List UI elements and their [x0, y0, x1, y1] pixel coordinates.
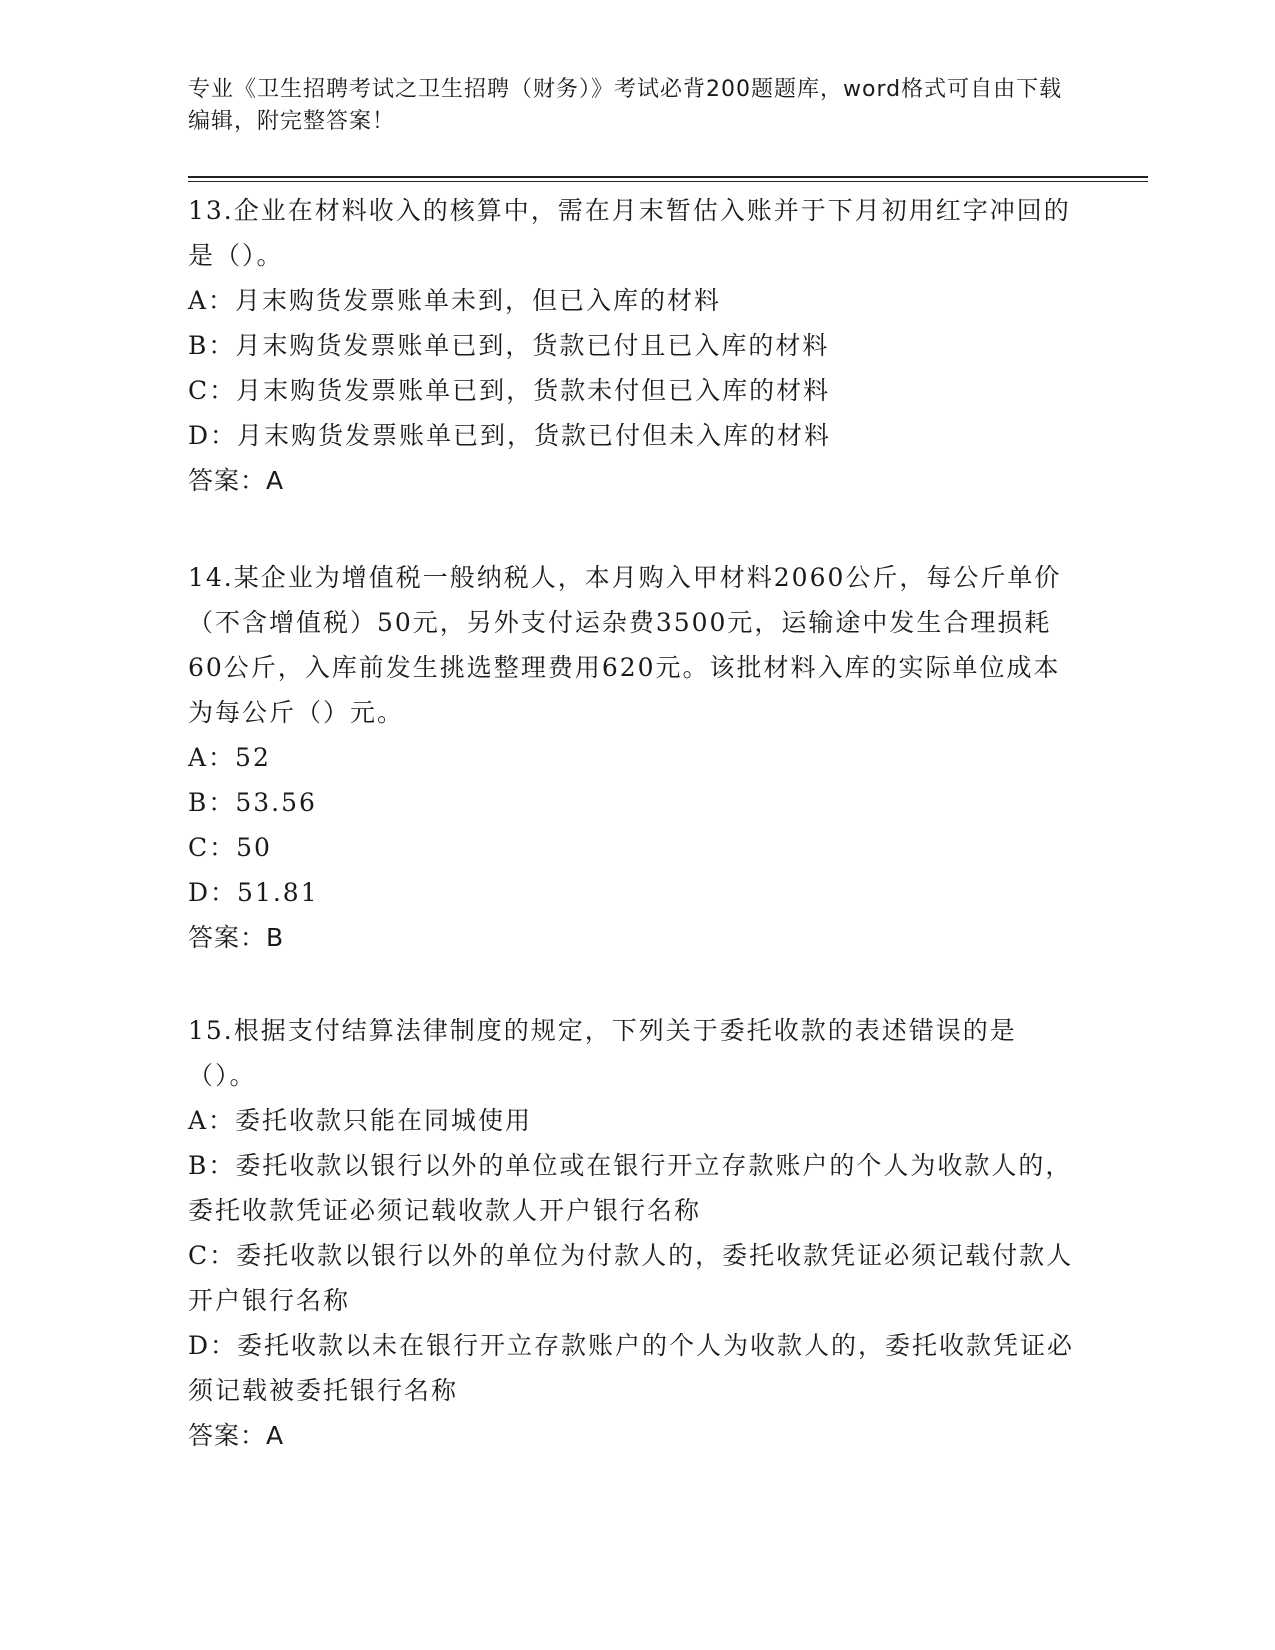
option-a: A：52: [188, 743, 271, 772]
option-c: C：月末购货发票账单已到，货款未付但已入库的材料: [188, 376, 831, 405]
option-a: A：委托收款只能在同城使用: [188, 1106, 533, 1135]
question-15: [188, 1008, 1078, 1458]
header-divider: [188, 176, 1148, 178]
option-a: A：月末购货发票账单未到，但已入库的材料: [188, 286, 722, 315]
question-14: [188, 555, 1078, 960]
option-d: D：委托收款以未在银行开立存款账户的个人为收款人的，委托收款凭证必须记载被委托银行名称: [188, 1331, 1075, 1405]
option-c: C：50: [188, 833, 272, 862]
question-text: 14.某企业为增值税一般纳税人，本月购入甲材料2060公斤，每公斤单价（不含增值税）50元，另外支付运杂费3500元，运输途中发生合理损耗60公斤，入库前发生挑选整理费用620元。该批材料入库的实际单位成本为每公斤（）元。: [188, 563, 1062, 727]
answer-label: 答案：A: [188, 1421, 285, 1450]
option-b: B：53.56: [188, 788, 317, 817]
answer-label: 答案：A: [188, 466, 285, 495]
header-divider-thin: [188, 181, 1148, 182]
option-b: B：委托收款以银行以外的单位或在银行开立存款账户的个人为收款人的，委托收款凭证必须记载收款人开户银行名称: [188, 1151, 1073, 1225]
document-header-title: 专业《卫生招聘考试之卫生招聘（财务）》考试必背200题题库，word格式可自由下载编辑，附完整答案！: [188, 77, 1063, 134]
question-text: 13.企业在材料收入的核算中，需在月末暂估入账并于下月初用红字冲回的是（）。: [188, 196, 1071, 270]
option-c: C：委托收款以银行以外的单位为付款人的，委托收款凭证必须记载付款人开户银行名称: [188, 1241, 1074, 1315]
answer-label: 答案：B: [188, 923, 285, 952]
option-b: B：月末购货发票账单已到，货款已付且已入库的材料: [188, 331, 830, 360]
option-d: D：月末购货发票账单已到，货款已付但未入库的材料: [188, 421, 832, 450]
question-text: 15.根据支付结算法律制度的规定，下列关于委托收款的表述错误的是（）。: [188, 1016, 1017, 1090]
question-13: [188, 188, 1078, 503]
option-d: D：51.81: [188, 878, 319, 907]
